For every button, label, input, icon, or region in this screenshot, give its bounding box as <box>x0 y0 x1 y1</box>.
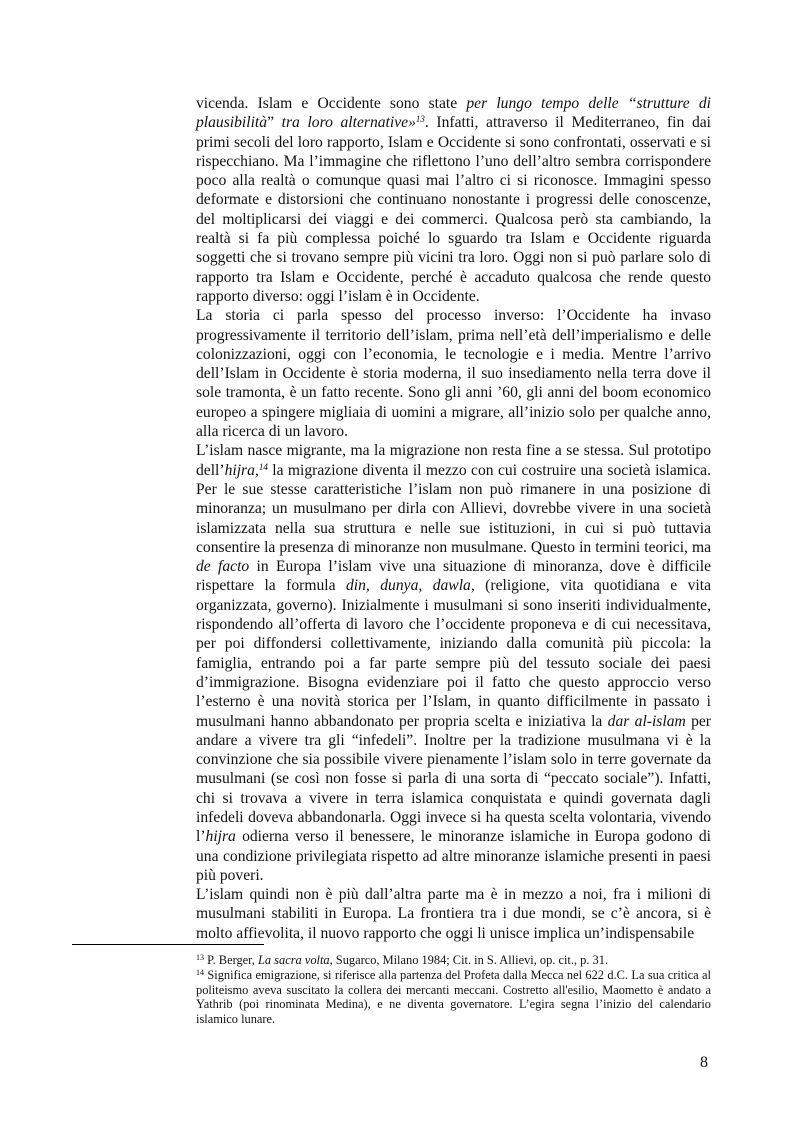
text-run: Sugarco, Milano 1984; Cit. in S. Allievi, op. cit., p. 31. <box>332 953 609 967</box>
footnote-marker: 14 <box>196 967 204 977</box>
text-run: . Infatti, attraverso il Mediterraneo, fin dai primi secoli del loro rapporto, Islam e Occidente si sono confrontati, osservati e si rispecchiano. Ma l’immagine che riflettono l’uno dell’altro sembra corrispondere poco alla realtà o comunque quasi mai l’altro ci si riconosce. Immagini spesso deformate e distorsioni che continuano nonostante i progressi delle conoscenze, del moltiplicarsi dei viaggi e dei commerci. Qualcosa però sta cambiando, la realtà si fa più complessa poiché lo sguardo tra Islam e Occidente riguarda soggetti che si trovano sempre più vicini tra loro. Oggi non si può parlare solo di rapporto tra Islam e Occidente, perché è accaduto qualcosa che rende questo rapporto diverso: oggi l’islam è in Occidente. <box>196 114 711 305</box>
footnote-marker: 13 <box>415 114 425 125</box>
paragraph-3 <box>196 441 711 885</box>
text-run: (religione, vita quotidiana e vita organizzata, governo). Inizialmente i musulmani si sono inseriti individualmente, rispondendo all’offerta di lavoro che l’occidente proponeva e di cui necessitava, per poi diffondersi collettivamente, iniziando dalla comunità più piccola: la famiglia, entrando poi a far parte sempre più del tessuto sociale dei paesi d’immigrazione. Bisogna evidenziare poi il fatto che questo approccio verso l’esterno è una novità storica per l’Islam, in quanto difficilmente in passato i musulmani hanno abbandonato per propria scelta e iniziativa la <box>196 577 711 730</box>
italic-run: din, dunya, dawla, <box>345 577 475 595</box>
footnote-separator <box>72 944 264 945</box>
text-run: L’islam nasce migrante, ma la migrazione non resta fine a se stessa. Sul prototipo dell’ <box>196 442 711 479</box>
paragraph-1 <box>196 94 711 306</box>
text-run: per andare a vivere tra gli “infedeli”. Inoltre per la tradizione musulmana vi è la convinzione che sia possibile vivere pienamente l’islam solo in terre governate da musulmani (se così non fosse si parla di una sorta di “peccato sociale”). Infatti, chi si trovava a vivere in terra islamica conquistata e quindi governata dagli infedeli doveva abbandonarla. Oggi invece si ha questa scelta volontaria, vivendo l’ <box>196 712 712 846</box>
italic-run: hijra, <box>224 461 259 479</box>
body-text <box>196 94 711 943</box>
paragraph-2 <box>196 306 711 441</box>
footnote-13 <box>196 953 711 968</box>
footnote-14 <box>196 968 711 1027</box>
footnote-marker: 14 <box>258 461 268 472</box>
text-run: vicenda. Islam e Occidente sono state <box>196 95 467 112</box>
text-run: L’islam quindi non è più dall’altra parte ma è in mezzo a noi, fra i milioni di musulmani stabiliti in Europa. La frontiera tra i due mondi, se c’è ancora, si è molto affievolita, il nuovo rapporto che oggi li unisce implica un’indispensabile <box>196 886 711 942</box>
italic-run: tra loro alternative» <box>281 114 416 132</box>
italic-run: hijra <box>205 828 236 846</box>
text-run: P. Berger, <box>204 953 258 967</box>
paragraph-4 <box>196 885 711 943</box>
italic-run: La sacra volta, <box>258 953 333 967</box>
text-run: in Europa l’islam vive una situazione di minoranza, dove è difficile rispettare la formula <box>196 558 712 595</box>
text-run: ” <box>267 114 282 132</box>
footnotes <box>196 953 711 1027</box>
text-run: La storia ci parla spesso del processo inverso: l’Occidente ha invaso progressivamente il territorio dell’islam, prima nell’età dell’imperialismo e delle colonizzazioni, oggi con l’economia, le tecnologie e i media. Mentre l’arrivo dell’Islam in Occidente è storia moderna, il suo insediamento nella terra dove il sole tramonta, è un fatto recente. Sono gli anni ’60, gli anni del boom economico europeo a spingere migliaia di uomini a migrare, all’inizio solo per qualche anno, alla ricerca di un lavoro. <box>196 307 711 441</box>
text-run: Significa emigrazione, si riferisce alla partenza del Profeta dalla Mecca nel 622 d.C. La sua critica al politeismo aveva suscitato la collera dei mercanti meccani. Costretto all'esilio, Maometto è andato a Yathrib (poi rinominata Medina), e ne diventa governatore. L’egira segna l’inizio del calendario islamico lunare. <box>196 967 711 1027</box>
text-run: odierna verso il benessere, le minoranze islamiche in Europa godono di una condizione privilegiata rispetto ad altre minoranze islamiche presenti in paesi più poveri. <box>196 828 711 884</box>
italic-run: per lungo tempo delle “strutture di plausibilità <box>196 95 711 132</box>
italic-run: dar al-islam <box>607 712 686 730</box>
footnote-marker: 13 <box>196 953 204 962</box>
italic-run: de facto <box>196 558 250 576</box>
page-number: 8 <box>700 1054 708 1071</box>
text-run: la migrazione diventa il mezzo con cui costruire una società islamica. Per le sue stesse caratteristiche l’islam non può rimanere in una posizione di minoranza; un musulmano per dirla con Allievi, dovrebbe vivere in una società islamizzata nella sua struttura e nelle sue istituzioni, in cui si può tuttavia consentire la presenza di minoranze non musulmane. Questo in termini teorici, ma <box>196 461 711 556</box>
